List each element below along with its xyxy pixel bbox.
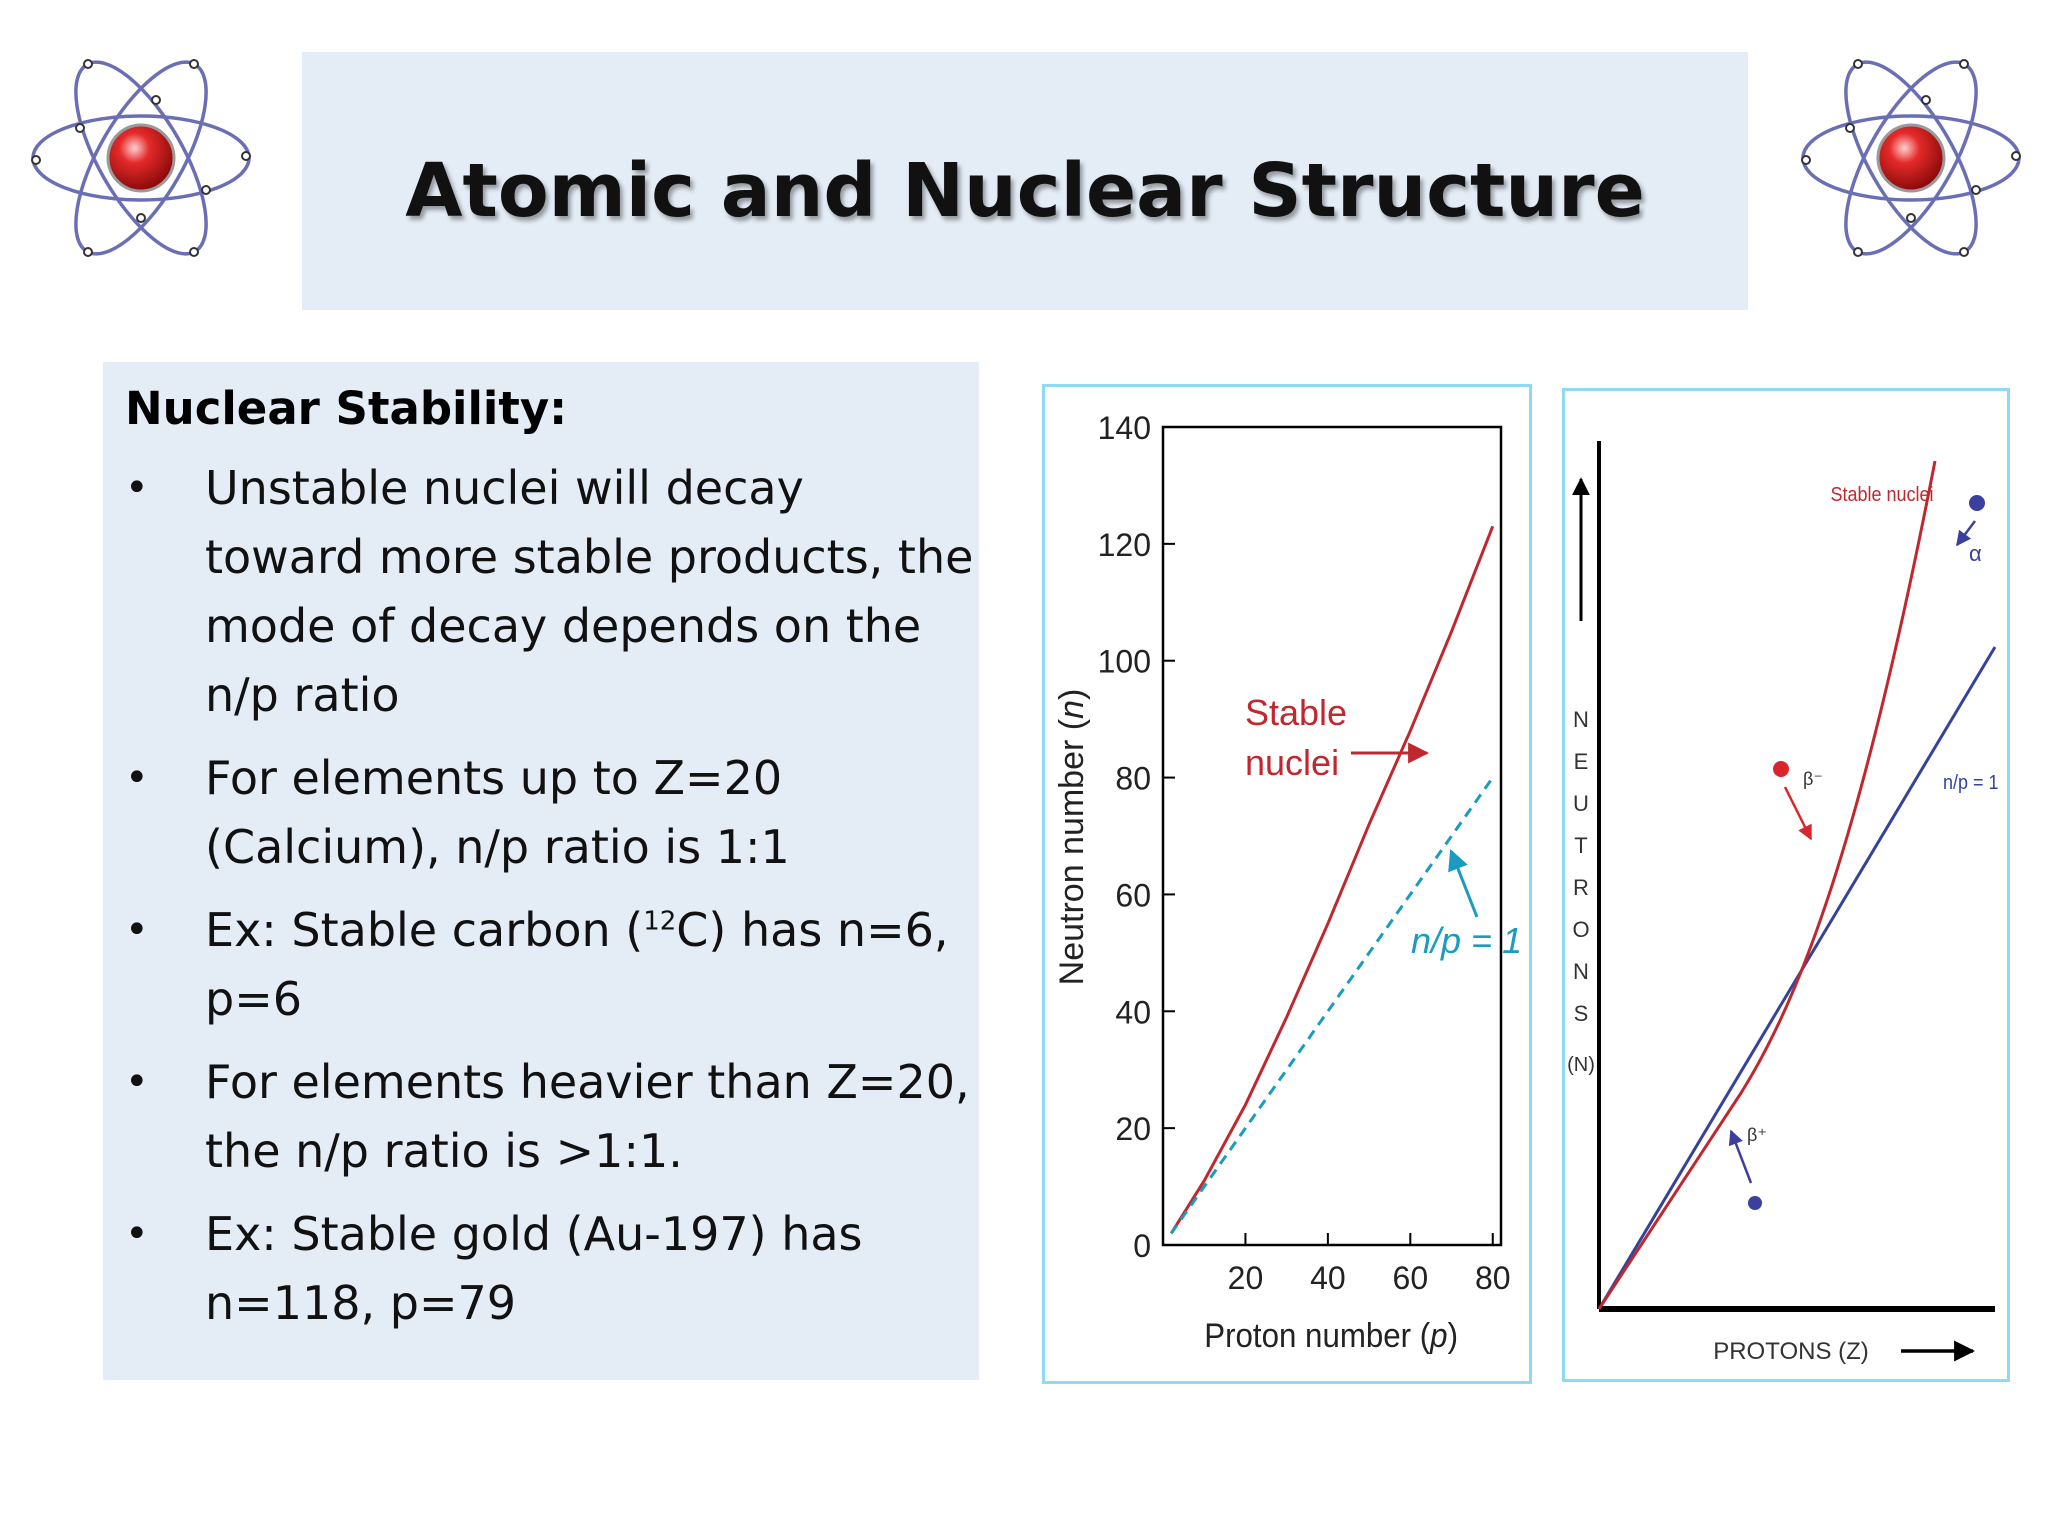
bullet-item (125, 896, 975, 1034)
bullet-item (125, 1200, 975, 1338)
y-axis-letter: T (1574, 833, 1588, 858)
y-axis-letter: N (1573, 959, 1589, 984)
chart-decay-modes-svg (1565, 391, 2007, 1379)
chart-neutron-proton-svg (1045, 387, 1529, 1381)
y-axis-label-end: ) (1053, 688, 1091, 700)
series-group (1171, 526, 1493, 1233)
label-beta-minus: β⁻ (1803, 769, 1823, 789)
x-tick-label: 20 (1227, 1260, 1264, 1296)
y-axis-unit: (N) (1567, 1054, 1595, 1076)
y-axis-label (1053, 689, 1091, 986)
slide-title: Atomic and Nuclear Structure (405, 148, 1645, 234)
bullet-text: Ex: Stable gold (Au-197) has n=118, p=79 (205, 1207, 863, 1330)
bullet-text: For elements heavier than Z=20, the n/p ratio is >1:1. (205, 1055, 970, 1178)
label-beta-plus: β⁺ (1747, 1125, 1767, 1145)
bullet-text-post: C) has n=6, p=6 (205, 903, 949, 1026)
atom-icon-right (1798, 20, 2024, 296)
bullet-text: Unstable nuclei will decay toward more stable products, the mode of decay depends on the n/p ratio (205, 461, 974, 722)
series-line-stable-nuclei (1171, 526, 1493, 1233)
arrow-np1 (1451, 851, 1477, 917)
y-axis-label-var: n (1053, 699, 1091, 719)
y-axis-letter: O (1572, 917, 1590, 942)
series-label-stable-nuclei-1: Stable (1245, 692, 1348, 733)
axis-ticks (1098, 410, 1511, 1296)
bullet-item (125, 744, 975, 882)
atom-icon-left (28, 20, 254, 296)
y-axis-label-main: Neutron number ( (1053, 718, 1091, 986)
x-axis-label-main: Proton number ( (1204, 1315, 1431, 1355)
y-axis-letters (1567, 707, 1595, 1076)
chart-neutron-proton (1042, 384, 1532, 1384)
particle-alpha (1969, 495, 1985, 511)
y-tick-label: 80 (1115, 760, 1151, 797)
x-tick-label: 60 (1392, 1260, 1429, 1296)
y-tick-label: 20 (1115, 1111, 1151, 1148)
y-axis-letter: R (1573, 875, 1589, 900)
y-axis-letter: S (1573, 1001, 1589, 1026)
bullet-dot: • (125, 907, 149, 953)
y-tick-label: 120 (1097, 526, 1151, 563)
x-tick-label: 80 (1474, 1260, 1511, 1296)
x-axis-label: PROTONS (Z) (1713, 1338, 1869, 1365)
series-label-stable-nuclei-2: nuclei (1245, 742, 1340, 783)
x-axis-label-var: p (1430, 1315, 1448, 1355)
bullet-list (125, 454, 975, 1352)
chart-decay-modes (1562, 388, 2010, 1382)
y-tick-label: 140 (1097, 410, 1151, 446)
bullet-dot: • (125, 1211, 149, 1257)
bullet-text (205, 896, 975, 1034)
bullet-dot: • (125, 465, 149, 511)
x-axis-label-end: ) (1447, 1315, 1458, 1355)
nucleus (1878, 125, 1944, 191)
label-alpha: α (1969, 541, 1982, 566)
x-tick-label: 40 (1310, 1260, 1346, 1296)
bullet-item (125, 454, 975, 730)
particle-beta-minus (1773, 761, 1789, 777)
title-banner (302, 52, 1748, 310)
series-label-np1: n/p = 1 (1411, 920, 1523, 961)
x-axis-label (1204, 1316, 1458, 1355)
bullet-dot: • (125, 755, 149, 801)
series-line-np1 (1171, 778, 1493, 1234)
text-panel (103, 362, 979, 1380)
y-tick-label: 60 (1115, 877, 1151, 914)
y-tick-label: 40 (1115, 994, 1151, 1031)
mass-number-superscript: 12 (643, 906, 677, 937)
series-label-np1: n/p = 1 (1943, 772, 1999, 795)
y-axis-letter: U (1573, 791, 1589, 816)
nucleus (108, 125, 174, 191)
y-tick-label: 0 (1133, 1228, 1151, 1264)
y-axis-letter: N (1573, 707, 1589, 732)
series-label-stable-nuclei: Stable nuclei (1830, 484, 1934, 507)
bullet-text-pre: Ex: Stable carbon ( (205, 903, 644, 957)
arrow-beta-minus (1785, 787, 1811, 839)
bullet-dot: • (125, 1059, 149, 1105)
series-line-stable-nuclei (1599, 461, 1935, 1309)
section-heading: Nuclear Stability: (125, 382, 568, 435)
y-tick-label: 100 (1097, 643, 1151, 680)
y-axis-letter: E (1573, 749, 1589, 774)
bullet-item (125, 1048, 975, 1186)
bullet-text: For elements up to Z=20 (Calcium), n/p ratio is 1:1 (205, 751, 790, 874)
particle-beta-plus (1748, 1196, 1762, 1210)
